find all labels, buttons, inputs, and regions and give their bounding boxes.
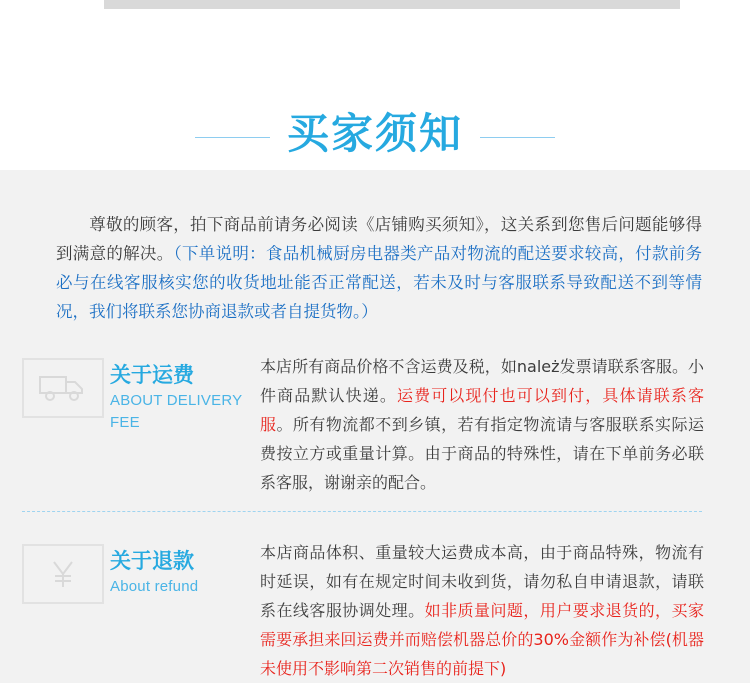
refund-label-cn: 关于退款 <box>110 549 194 573</box>
top-grey-bar <box>104 0 680 9</box>
section-delivery-fee <box>18 348 704 497</box>
section-divider <box>22 511 702 512</box>
refund-text-1: 本店商品体积、重量较大运费成本高，由于商品特殊，物流有时延误，如有在规定时间未收到货，请勿私自申请退款，请联系在线客服协调处理。 <box>260 543 704 620</box>
delivery-labels <box>110 348 260 497</box>
intro-text-primary: 尊敬的顾客，拍下商品前请务必阅读《店铺购买须知》，这关系到您售后问题能够得到满意的解决。 <box>56 215 702 263</box>
refund-labels <box>110 534 260 683</box>
refund-body <box>260 534 704 683</box>
refund-text-2: 如非质量问题，用户要求退货的，买家需要承担来回运费并而赔偿机器总价的30%金额作为补偿(机器未使用不影响第二次销售的前提下) <box>260 601 704 678</box>
truck-icon <box>22 358 104 418</box>
refund-label-en: About refund <box>110 578 199 595</box>
refund-icon-wrap <box>22 534 110 683</box>
section-refund <box>18 534 704 683</box>
page-title: 买家须知 <box>286 109 463 158</box>
delivery-icon-wrap <box>22 348 110 497</box>
intro-text-note: （下单说明：食品机械厨房电器类产品对物流的配送要求较高，付款前务必与在线客服核实您的收货地址能否正常配送，若未及时与客服联系导致配送不到等情况，我们将联系您协商退款或者自提货物。） <box>56 244 703 321</box>
yen-icon <box>22 544 104 604</box>
top-strip <box>0 0 750 30</box>
delivery-body <box>260 348 704 497</box>
delivery-text-2: 运费可以现付也可以到付，具体请联系客服 <box>260 386 704 434</box>
delivery-text-3: 。所有物流都不到乡镇，若有指定物流请与客服联系实际运费按立方或重量计算。由于商品的特殊性，请在下单前务必联系客服，谢谢亲的配合。 <box>260 415 704 492</box>
body-area <box>0 170 750 683</box>
intro-paragraph <box>56 210 702 326</box>
delivery-text-1: 本店所有商品价格不含运费及税，如należ发票请联系客服。小件商品默认快递。 <box>260 357 704 405</box>
delivery-label-cn: 关于运费 <box>110 363 194 387</box>
page-header <box>0 30 750 170</box>
delivery-label-en: ABOUT DELIVERY FEE <box>110 392 243 431</box>
